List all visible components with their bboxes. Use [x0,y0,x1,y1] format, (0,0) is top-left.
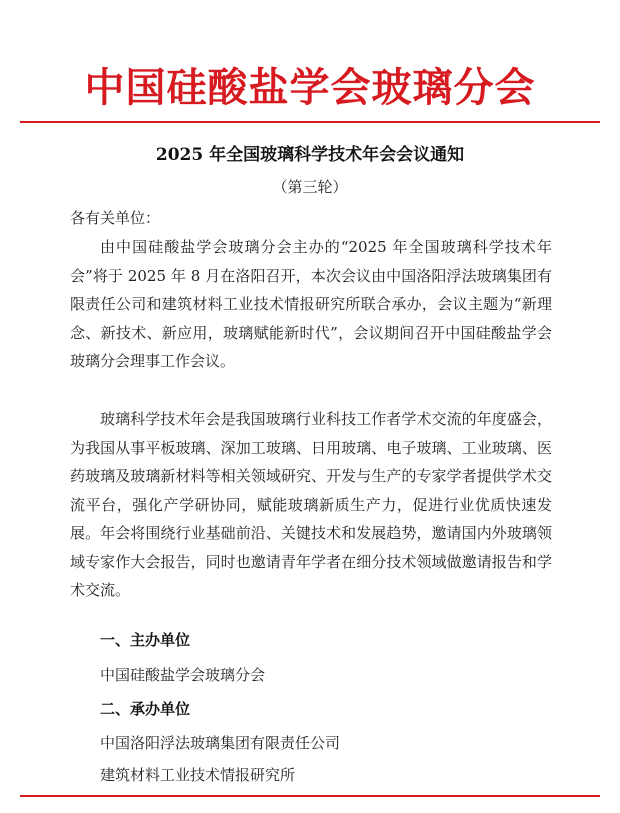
organization-title: 中国硅酸盐学会玻璃分会 [84,65,536,111]
paragraph-intro: 由中国硅酸盐学会玻璃分会主办的“2025 年全国玻璃科学技术年会”将于 2025 年 8 月在洛阳召开，本次会议由中国洛阳浮法玻璃集团有限责任公司和建筑材料工业技术情报研究所联合承办，会议主题为“新理念、新技术、新应用，玻璃赋能新时代”，会议期间召开中国硅酸盐学会玻璃分会理事工作会议。 [70,238,552,370]
organizer-item: 中国硅酸盐学会玻璃分会 [100,666,266,684]
notice-round: （第三轮） [272,178,348,196]
notice-title: 2025 年全国玻璃科学技术年会会议通知 [155,145,465,165]
header-red-rule [20,121,600,123]
co-organizer-item: 建筑材料工业技术情报研究所 [100,766,296,784]
co-organizer-item: 中国洛阳浮法玻璃集团有限责任公司 [100,734,341,752]
section-heading-organizer: 一、主办单位 [100,631,191,649]
section-heading-co-organizers: 二、承办单位 [100,700,191,718]
salutation: 各有关单位： [70,209,161,227]
footer-red-rule [20,795,600,797]
paragraph-background: 玻璃科学技术年会是我国玻璃行业科技工作者学术交流的年度盛会，为我国从事平板玻璃、深加工玻璃、日用玻璃、电子玻璃、工业玻璃、医药玻璃及玻璃新材料等相关领域研究、开发与生产的专家学者提供学术交流平台，强化产学研协同，赋能玻璃新质生产力，促进行业优质快速发展。年会将围绕行业基础前沿、关键技术和发展趋势，邀请国内外玻璃领域专家作大会报告，同时也邀请青年学者在细分技术领域做邀请报告和学术交流。 [70,410,552,599]
